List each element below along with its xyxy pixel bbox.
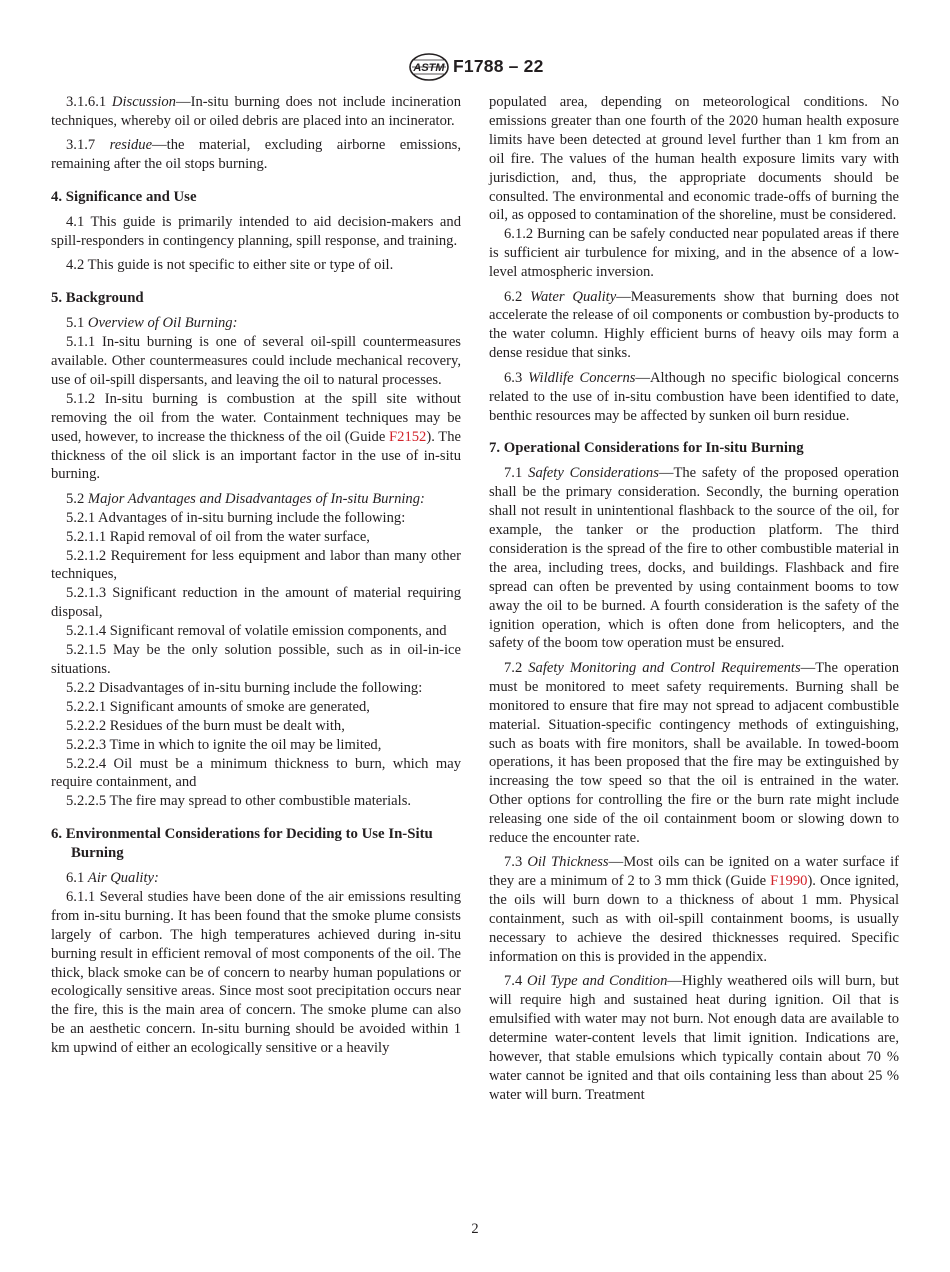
para-5-2-2-5: 5.2.2.5 The fire may spread to other combustible materials. <box>66 793 412 810</box>
para-5-2-1-1: 5.2.1.1 Rapid removal of oil from the water surface, <box>66 528 370 545</box>
para-5-2-1-5: 5.2.1.5 May be the only solution possible, such as in oil-in-ice situations. <box>51 642 461 677</box>
para-5-1-2: 5.1.2 In-situ burning is combustion at the spill site without removing the oil from the water. Containment techniques may be used, however, to increase the thickness of the oil (Guide F2152). The thickness of the oil slick is an important factor in the use of in-situ burning. <box>51 390 461 483</box>
document-designation: F1788 – 22 <box>453 56 544 76</box>
logo-text: ASTM <box>413 62 445 74</box>
para-3-1-6-1: 3.1.6.1 Discussion—In-situ burning does not include incineration techniques, whereby oil or oiled debris are placed into an incinerator. <box>51 94 461 129</box>
link-f2152[interactable]: F2152 <box>389 428 427 445</box>
section-7-heading: 7. Operational Considerations for In-situ Burning <box>489 440 804 457</box>
para-5-2-2-4: 5.2.2.4 Oil must be a minimum thickness to burn, which may require containment, and <box>51 755 461 791</box>
left-column <box>51 93 461 1058</box>
para-5-1-1: 5.1.1 In-situ burning is one of several oil-spill countermeasures available. Other countermeasures could include mechanical recovery, use of oil-spill dispersants, and leaving the oil to natural processes. <box>51 334 461 388</box>
section-5-heading: 5. Background <box>51 290 144 307</box>
para-5-2-2-2: 5.2.2.2 Residues of the burn must be dealt with, <box>66 717 345 734</box>
para-6-1: 6.1 Air Quality: <box>66 870 159 887</box>
astm-logo-icon <box>408 52 450 82</box>
para-5-2-2-3: 5.2.2.3 Time in which to ignite the oil may be limited, <box>66 736 382 753</box>
para-6-3: 6.3 Wildlife Concerns—Although no specific biological concerns related to the use of in-situ combustion have been identified to date, benthic resources may be affected by sunken oil burn residue. <box>489 369 899 424</box>
para-5-2-1: 5.2.1 Advantages of in-situ burning include the following: <box>66 509 406 526</box>
para-6-2: 6.2 Water Quality—Measurements show that burning does not accelerate the release of oil components or combustion by-products to the water column. Highly efficient burns of heavy oils may form a dense residue that sinks. <box>489 288 899 362</box>
section-4-heading: 4. Significance and Use <box>51 189 197 206</box>
para-6-1-2: 6.1.2 Burning can be safely conducted near populated areas if there is sufficient air turbulence for mixing, and in the absence of a low-level atmospheric inversion. <box>489 226 899 281</box>
para-5-2: 5.2 Major Advantages and Disadvantages of In-situ Burning: <box>66 490 425 507</box>
para-4-1: 4.1 This guide is primarily intended to aid decision-makers and spill-responders in contingency planning, spill response, and training. <box>51 214 461 249</box>
para-7-4: 7.4 Oil Type and Condition—Highly weathered oils will burn, but will require high and sustained heat during ignition. Oil that is emulsified with water may not burn. Not enough data are available to determine water-content levels that limit ignition. Indications are, however, that stable emulsions which typically contain about 70 % water cannot be ignited and that oils containing less than about 25 % water will burn. Treatment <box>489 973 899 1103</box>
para-3-1-7: 3.1.7 residue—the material, excluding airborne emissions, remaining after the oil stops burning. <box>51 137 462 173</box>
para-5-2-1-4: 5.2.1.4 Significant removal of volatile emission components, and <box>66 623 447 640</box>
para-5-2-1-2: 5.2.1.2 Requirement for less equipment and labor than many other techniques, <box>51 547 461 583</box>
section-6-heading: 6. Environmental Considerations for Deciding to Use In-Situ Burning <box>51 826 433 862</box>
para-5-2-2: 5.2.2 Disadvantages of in-situ burning include the following: <box>66 679 423 696</box>
para-6-1-1: 6.1.1 Several studies have been done of the air emissions resulting from in-situ burning. It has been found that the smoke plume consists largely of carbon. The high temperatures achieved during in-situ burning result in efficient removal of most components of the oil. The thick, black smoke can be of concern to nearby human populations or ecologically sensitive areas. Since most soot precipitation occurs near the fire, this is the main area of concern. The smoke plume can also be an aesthetic concern. In-situ burning should be avoided within 1 km upwind of either an ecologically sensitive or a heavily <box>51 888 461 1057</box>
page-number: 2 <box>471 1221 479 1237</box>
link-f1990[interactable]: F1990 <box>770 873 808 890</box>
para-7-2: 7.2 Safety Monitoring and Control Requirements—The operation must be monitored to meet safety requirements. Burning shall be monitored to ensure that fire may not spread to adjacent combustible material. Situation-specific contingency methods of extinguishing, such as boats with fire monitors, shall be available. In towed-boom operations, it has been proposed that the fire may be extinguished by increasing the tow speed so that the oil is entrained in the water. Other options for controlling the fire or the burn rate might include releasing one side of the oil containment boom or slowing down to reduce the encounter rate. <box>489 659 900 847</box>
para-5-2-1-3: 5.2.1.3 Significant reduction in the amount of material requiring disposal, <box>51 585 461 621</box>
para-5-2-2-1: 5.2.2.1 Significant amounts of smoke are generated, <box>66 698 370 715</box>
para-5-1: 5.1 Overview of Oil Burning: <box>66 315 238 332</box>
para-4-2: 4.2 This guide is not specific to either site or type of oil. <box>66 257 394 274</box>
page-header <box>0 52 950 88</box>
para-6-1-1-continued: populated area, depending on meteorological conditions. No emissions greater than one fourth of the 2020 human health exposure limits have been detected at ground level further than 1 km from an oil fire. The values of the human health exposure limits vary with jurisdiction, and, thus, the appropriate documents should be consulted. The environmental and economic trade-offs of burning the oil, as opposed to contamination of the shoreline, must be considered. <box>489 94 899 224</box>
para-7-3: 7.3 Oil Thickness—Most oils can be ignited on a water surface if they are a minimum of 2 to 3 mm thick (Guide F1990). Once ignited, the oils will burn down to a thickness of about 1 mm. Physical containment, such as with oil-spill containment booms, is usually necessary to achieve the desired thicknesses required. Specific information on this is provided in the appendix. <box>489 854 899 965</box>
para-7-1: 7.1 Safety Considerations—The safety of the proposed operation shall be the primary consideration. Secondly, the burning operation shall not result in unintentional flashback to the source of the oil, for example, the tanker or the production platform. The third consideration is the spread of the fire to other combustible material in the area, including trees, docks, and buildings. Flashback and fire spread can often be prevented by using containment booms to tow away the oil to be burned. A fourth consideration is the safety of the ignition operation, which is often done from helicopters, and the safety of the boom tow operation must be ensured. <box>489 465 899 652</box>
right-column <box>489 93 899 1105</box>
